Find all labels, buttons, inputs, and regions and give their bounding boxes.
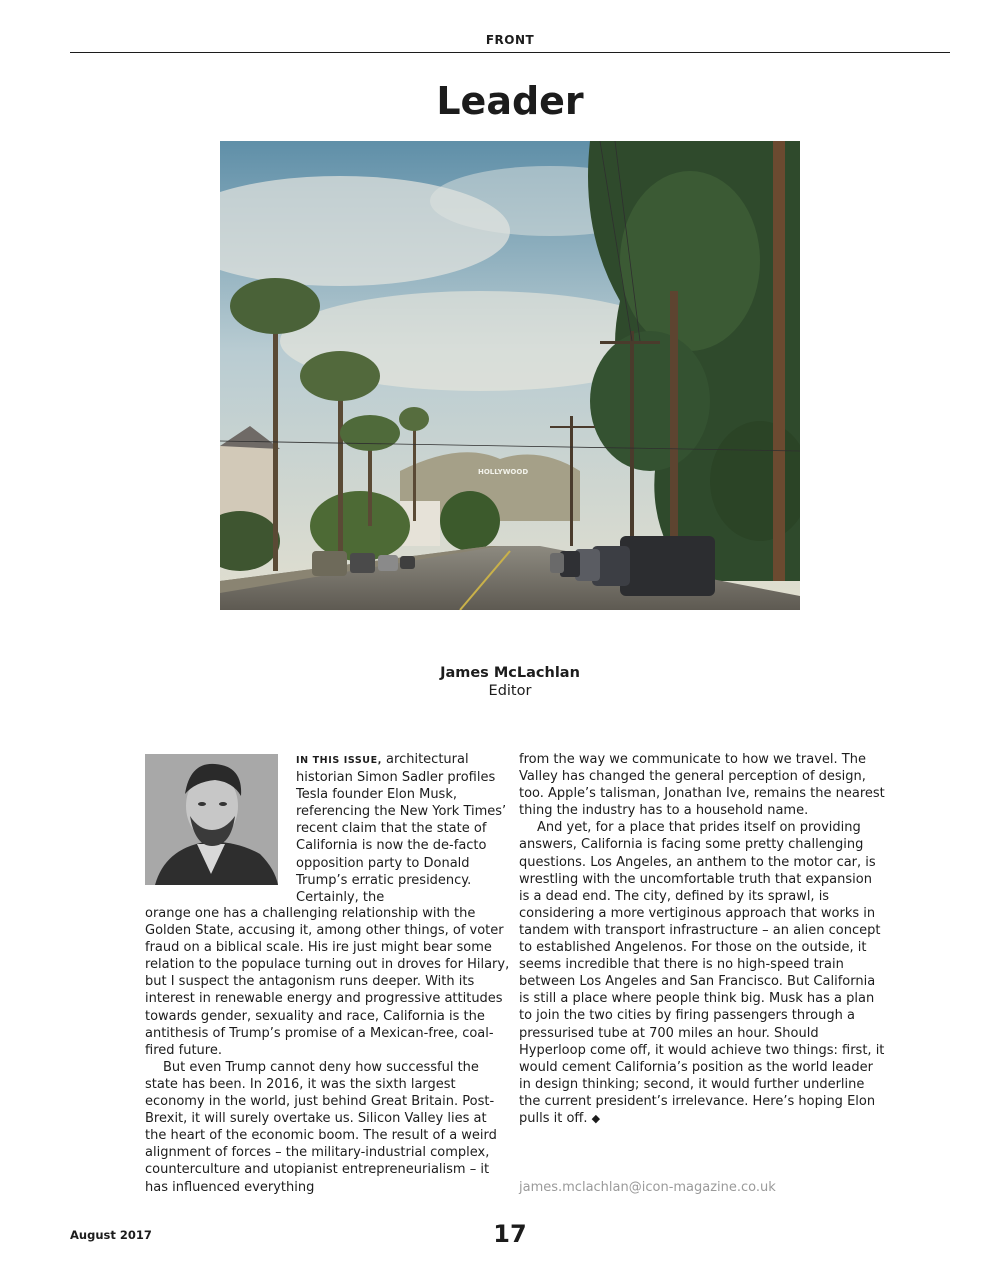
page-number: 17 <box>493 1220 527 1248</box>
article-column-right <box>519 751 885 1127</box>
header-rule <box>70 52 950 53</box>
section-label: FRONT <box>485 33 535 47</box>
article-paragraph-2: But even Trump cannot deny how successful the state has been. In 2016, it was the sixth largest economy in the world, just behind Great Britain. Post-Brexit, it will surely overtake us. Silicon Valley lies at the heart of the economic boom. The result of a weird alignment of forces – the military-industrial complex, counterculture and utopianist entrepreneurialism – it has influenced everything <box>145 1059 497 1195</box>
byline <box>0 664 994 700</box>
author-role: Editor <box>488 683 532 699</box>
issue-date: August 2017 <box>70 1228 152 1242</box>
end-mark: ◆ <box>591 1111 601 1125</box>
article-paragraph-1-continued: orange one has a challenging relationship with the Golden State, accusing it, among other things, of voter fraud on a biblical scale. His ire just might bear some relation to the populace turning out in droves for Hilary, but I suspect the antagonism runs deeper. With its interest in renewable energy and progressive attitudes towards gender, sexuality and race, California is the antithesis of Trump’s promise of a Mexican-free, coal-fired future. <box>145 906 510 1058</box>
author-portrait <box>145 754 278 885</box>
article-intro-text: architectural historian Simon Sadler profiles Tesla founder Elon Musk, referencing the New York Times’ recent claim that the state of California is now the de-facto opposition party to Donald Trump’s erratic presidency. Certainly, the <box>296 752 507 905</box>
article-paragraph-3: And yet, for a place that prides itself on providing answers, California is facing some pretty challenging questions. Los Angeles, an anthem to the motor car, is wrestling with the uncomfortable truth that expansion is a dead end. The city, defined by its sprawl, is considering a more vertiginous approach that works in tandem with transport infrastructure – an alien concept to established Angelenos. For those on the outside, it seems incredible that there is no high-speed train between Los Angeles and San Francisco. But California is still a place where people think big. Musk has a plan to join the two cities by firing passengers through a pressurised tube at 700 miles an hour. Should Hyperloop come off, it would achieve two things: first, it would cement California’s position as the world leader in design thinking; second, it would further underline the current president’s irrelevance. Here’s hoping Elon pulls it off. <box>519 820 885 1126</box>
author-name: James McLachlan <box>440 665 580 681</box>
article-column-left-wrap <box>296 751 511 906</box>
svg-text:HOLLYWOOD: HOLLYWOOD <box>478 468 529 476</box>
author-email[interactable]: james.mclachlan@icon-magazine.co.uk <box>519 1180 776 1195</box>
article-column-left <box>145 905 511 1196</box>
hollywood-sign <box>478 468 528 476</box>
lead-in: IN THIS ISSUE, <box>296 755 382 766</box>
page-title: Leader <box>436 79 584 123</box>
hollywood-street-photo <box>220 141 800 610</box>
article-paragraph-2-continued: from the way we communicate to how we travel. The Valley has changed the general perception of design, too. Apple’s talisman, Jonathan Ive, remains the nearest thing the industry has to a household name. <box>519 752 885 819</box>
